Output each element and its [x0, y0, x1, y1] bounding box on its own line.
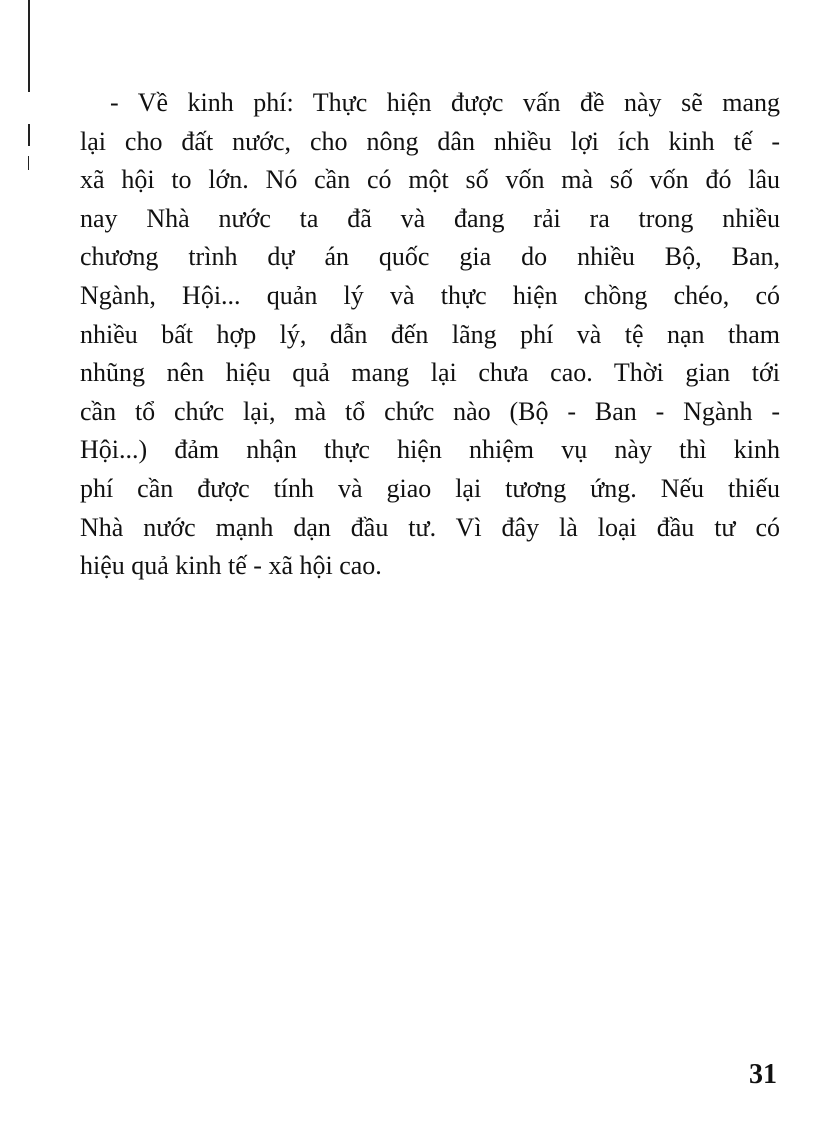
scan-edge-mark [28, 0, 30, 92]
paragraph-line: Nhà nước mạnh dạn đầu tư. Vì đây là loại đầu tư có [80, 512, 780, 542]
body-paragraph [80, 84, 780, 586]
paragraph-line: xã hội to lớn. Nó cần có một số vốn mà số vốn đó lâu [80, 165, 780, 195]
paragraph-line: lại cho đất nước, cho nông dân nhiều lợi ích kinh tế - [80, 126, 780, 156]
paragraph-line: phí cần được tính và giao lại tương ứng. Nếu thiếu [80, 473, 780, 503]
paragraph-line: nhiều bất hợp lý, dẫn đến lãng phí và tệ nạn tham [80, 319, 780, 349]
paragraph-line: nhũng nên hiệu quả mang lại chưa cao. Thời gian tới [80, 358, 780, 388]
paragraph-line: chương trình dự án quốc gia do nhiều Bộ, Ban, [80, 242, 780, 272]
paragraph-line: Hội...) đảm nhận thực hiện nhiệm vụ này thì kinh [80, 435, 780, 465]
scan-edge-mark [28, 156, 29, 170]
paragraph-line: nay Nhà nước ta đã và đang rải ra trong nhiều [80, 203, 780, 233]
paragraph-line: Ngành, Hội... quản lý và thực hiện chồng chéo, có [80, 280, 780, 310]
paragraph-line: cần tổ chức lại, mà tổ chức nào (Bộ - Ban - Ngành - [80, 396, 780, 426]
page-number: 31 [749, 1059, 777, 1090]
paragraph-line: hiệu quả kinh tế - xã hội cao. [80, 551, 382, 581]
paragraph-line: - Về kinh phí: Thực hiện được vấn đề này sẽ mang [110, 88, 780, 117]
scan-edge-mark [28, 124, 30, 146]
